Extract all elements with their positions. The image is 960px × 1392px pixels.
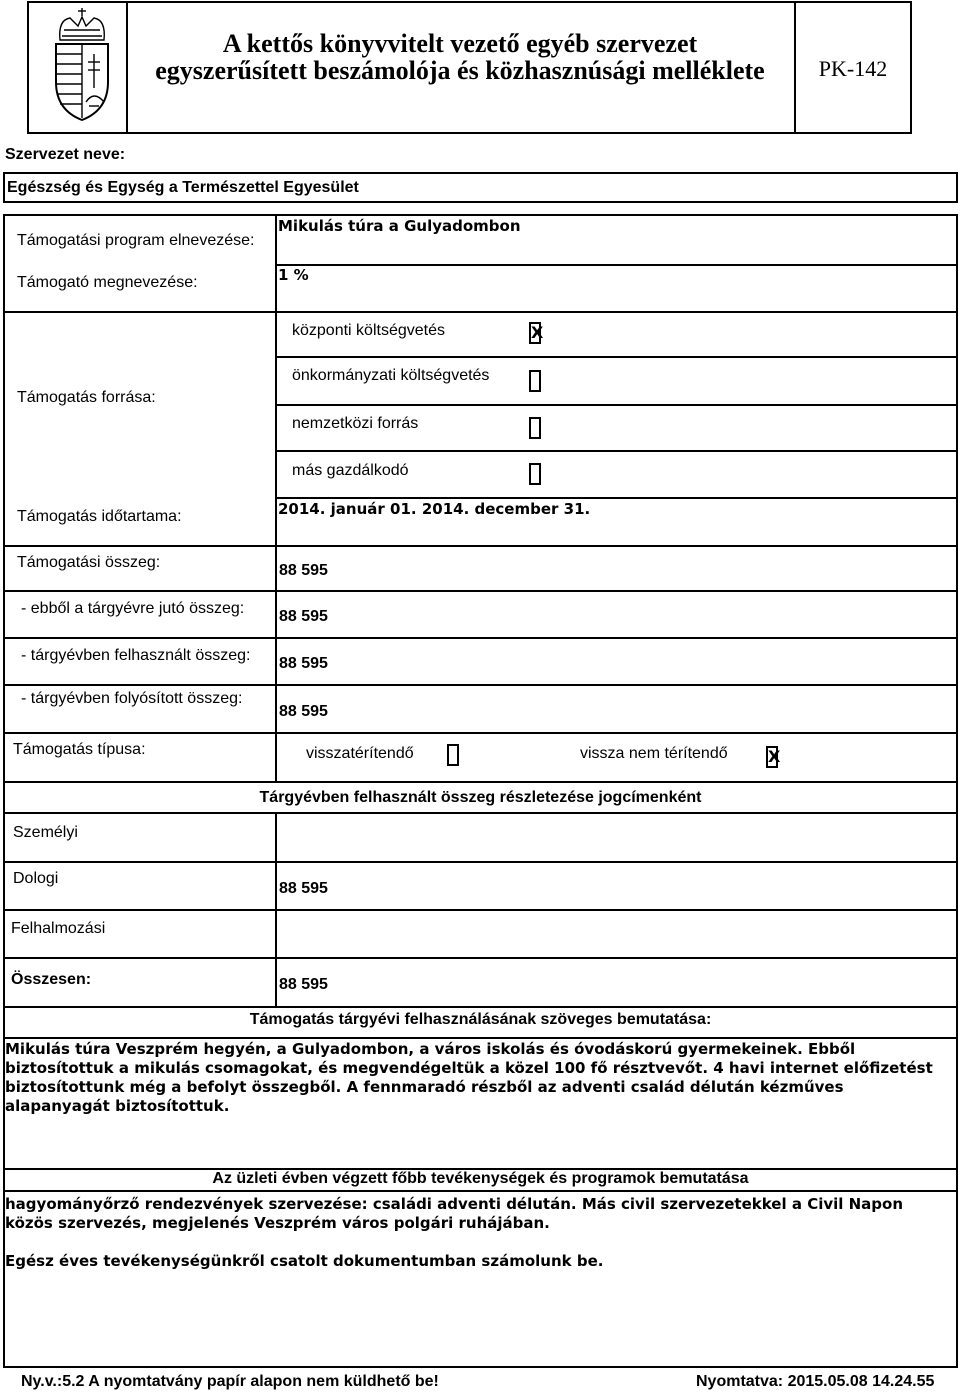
grid-label-divider [275, 732, 277, 782]
grid-line [3, 637, 958, 639]
activities-text: hagyományőrző rendezvények szervezése: családi adventi délután. Más civil szervezetekkel a Civil Napon közös szervezés, megjelenés Veszprém város polgári ruhájában. [5, 1195, 904, 1232]
usage-text: Mikulás túra Veszprém hegyén, a Gulyadombon, a város iskolás és óvodáskorú gyermekeinek. Ebből biztosítottuk a mikulás csomagokat, és megvendégeltük a közel 100 fő résztvevőt. 4 havi internet előfizetést biztosítottunk még a befolyt összegből. A fennmaradó részből az adventi család délután kézműves alapanyagát biztosítottuk. [5, 1040, 933, 1115]
grid-line [3, 1190, 958, 1192]
duration-value: 2014. január 01. 2014. december 31. [278, 500, 591, 518]
grid-line [275, 497, 958, 499]
grid-line [3, 1006, 958, 1008]
grid-line [3, 684, 958, 686]
grid-line [3, 861, 958, 863]
source-option-label: más gazdálkodó [292, 462, 409, 479]
footer-print-date: Nyomtatva: 2015.05.08 14.24.55 [696, 1373, 935, 1390]
supporter-value: 1 % [278, 266, 309, 284]
capital-label: Felhalmozási [11, 920, 106, 937]
nonrefundable-label: vissza nem térítendő [580, 745, 728, 762]
grid-line [3, 545, 958, 547]
grid-line [3, 590, 958, 592]
source-option-label: önkormányzati költségvetés [292, 367, 490, 384]
grid-line [3, 781, 958, 783]
grid-line [3, 812, 958, 814]
grid-label-divider-top [275, 214, 277, 311]
supporter-label: Támogató megnevezése: [17, 274, 198, 291]
paid-amount-label: - tárgyévben folyósított összeg: [21, 690, 243, 707]
source-option-label: nemzetközi forrás [292, 415, 419, 432]
paid-amount-value: 88 595 [279, 703, 328, 720]
program-name-label: Támogatási program elnevezése: [17, 232, 255, 249]
grid-bottom-border [3, 1366, 958, 1368]
grid-line [275, 404, 958, 406]
breakdown-total-label: Összesen: [11, 971, 92, 988]
form-title-line2: egyszerűsített beszámolója és közhasznúsági melléklete [155, 56, 765, 85]
source-label: Támogatás forrása: [17, 389, 156, 406]
nonrefundable-checkbox[interactable]: X [768, 747, 781, 766]
footer-note: Ny.v.:5.2 A nyomtatvány papír alapon nem küldhető be! [21, 1373, 439, 1390]
breakdown-total-value: 88 595 [279, 976, 328, 993]
form-code: PK-142 [818, 56, 888, 81]
grid-top-border [3, 214, 958, 216]
coat-of-arms-icon [48, 6, 116, 124]
personal-label: Személyi [13, 824, 78, 841]
grid-line [3, 909, 958, 911]
grid-label-divider [275, 497, 277, 733]
source-option-checkbox[interactable] [529, 463, 541, 485]
support-type-label: Támogatás típusa: [13, 741, 146, 758]
refundable-label: visszatérítendő [306, 745, 414, 762]
total-amount-value: 88 595 [279, 562, 328, 579]
grid-line [275, 264, 958, 266]
form-title-line1: A kettős könyvvitelt vezető egyéb szervezet [222, 29, 698, 58]
usage-heading: Támogatás tárgyévi felhasználásának szöveges bemutatása: [249, 1011, 712, 1028]
used-amount-label: - tárgyévben felhasznált összeg: [21, 647, 251, 664]
year-amount-label: - ebből a tárgyévre jutó összeg: [21, 600, 245, 617]
org-name-label: Szervezet neve: [5, 146, 126, 163]
grid-line [3, 732, 958, 734]
activities-text-summary: Egész éves tevékenységünkről csatolt dokumentumban számolunk be. [5, 1252, 604, 1270]
breakdown-heading: Tárgyévben felhasznált összeg részletezése jogcímenként [259, 789, 702, 806]
grid-line [3, 311, 958, 313]
used-amount-value: 88 595 [279, 655, 328, 672]
year-amount-value: 88 595 [279, 608, 328, 625]
source-option-checkbox[interactable] [529, 370, 541, 392]
material-label: Dologi [13, 870, 59, 887]
source-option-checkbox[interactable] [529, 417, 541, 439]
program-name-value: Mikulás túra a Gulyadombon [278, 217, 521, 235]
source-option-checkbox[interactable]: X [531, 323, 544, 342]
form-title [126, 30, 794, 84]
total-amount-label: Támogatási összeg: [17, 554, 161, 571]
material-value: 88 595 [279, 880, 328, 897]
duration-label: Támogatás időtartama: [17, 508, 182, 525]
grid-line [275, 356, 958, 358]
grid-line [275, 450, 958, 452]
org-name-value: Egészség és Egység a Természettel Egyesület [7, 179, 359, 196]
refundable-checkbox[interactable] [447, 744, 459, 766]
source-option-label: központi költségvetés [292, 322, 445, 339]
grid-line [3, 1037, 958, 1039]
grid-line [3, 957, 958, 959]
activities-heading: Az üzleti évben végzett főbb tevékenységek és programok bemutatása [212, 1170, 749, 1187]
